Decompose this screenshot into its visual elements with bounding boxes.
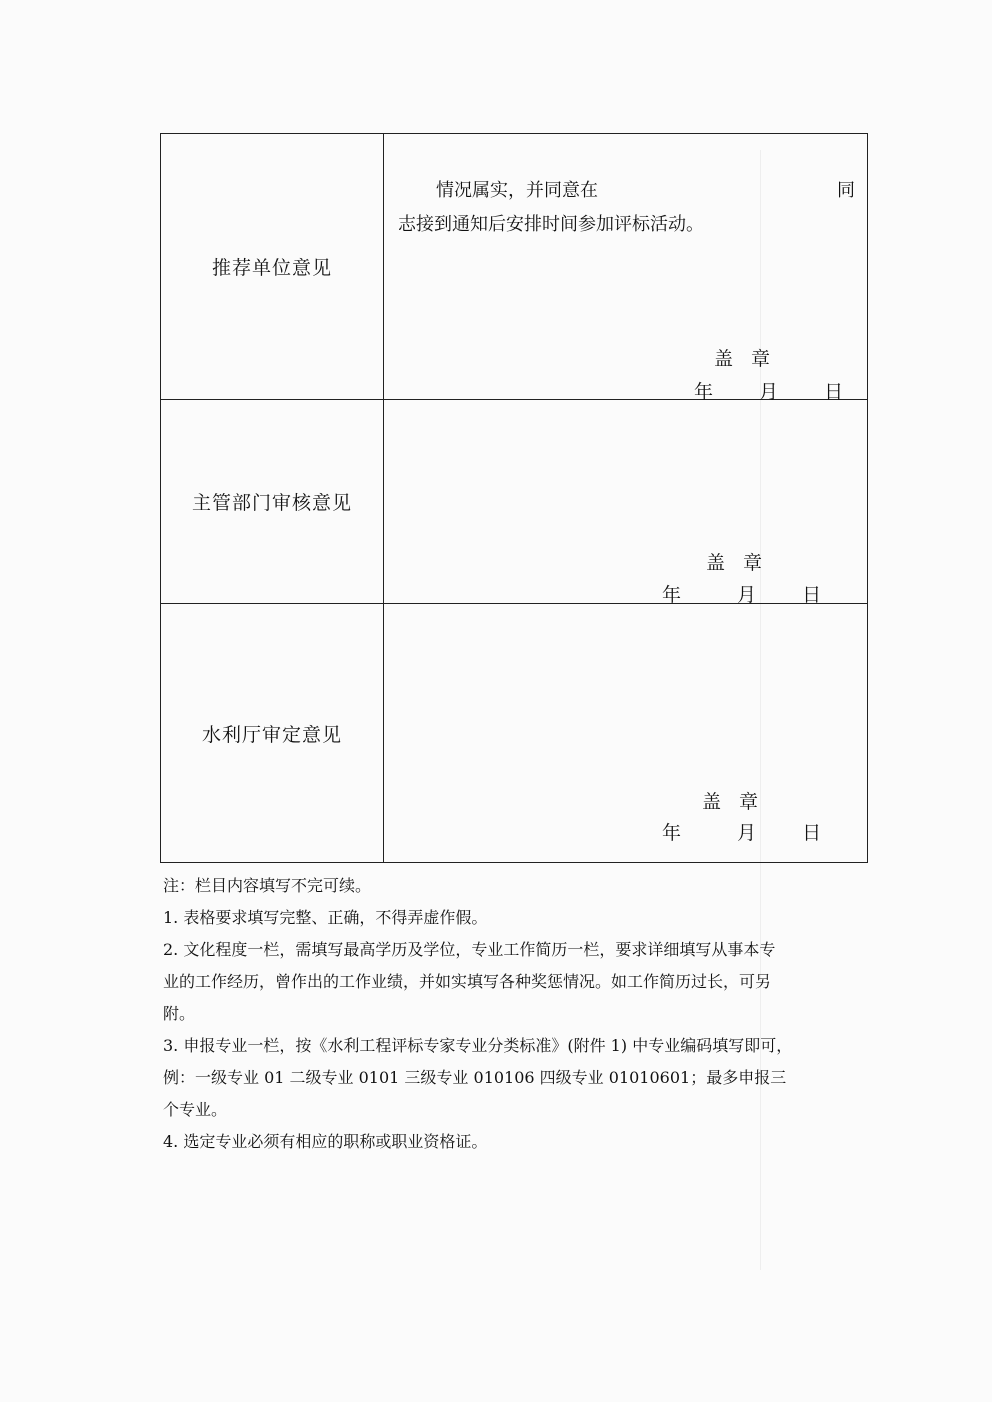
date-month: 月 [759, 381, 779, 403]
note-line: 业的工作经历，曾作出的工作业绩，并如实填写各种奖惩情况。如工作简历过长，可另 [163, 972, 772, 991]
date-day: 日 [824, 381, 844, 403]
recommending-unit-label: 推荐单位意见 [161, 134, 384, 399]
note-line: 个专业。 [163, 1100, 228, 1119]
seal-label: 盖章 [702, 791, 777, 813]
notes-section [163, 870, 863, 1158]
supervising-dept-row [161, 400, 867, 604]
recommending-unit-opinion-cell [384, 134, 867, 403]
note-line: 4. 选定专业必须有相应的职称或职业资格证。 [163, 1132, 488, 1151]
date-month: 月 [737, 822, 757, 844]
seal-label: 盖章 [714, 348, 789, 370]
date-month: 月 [737, 584, 757, 606]
note-line: 1. 表格要求填写完整、正确，不得弄虚作假。 [163, 908, 488, 927]
statement-line-2: 志接到通知后安排时间参加评标活动。 [398, 214, 704, 235]
statement-line-1: 情况属实，并同意在 [436, 180, 598, 201]
note-line: 2. 文化程度一栏，需填写最高学历及学位，专业工作简历一栏，要求详细填写从事本专 [163, 940, 776, 959]
seal-label: 盖章 [706, 552, 781, 574]
statement-line-1-end: 同 [837, 180, 855, 201]
water-resources-dept-row [161, 604, 867, 862]
note-line: 3. 申报专业一栏，按《水利工程评标专家专业分类标准》(附件 1) 中专业编码填写即可， [163, 1036, 793, 1055]
note-line: 例：一级专业 01 二级专业 0101 三级专业 010106 四级专业 01010601；最多申报三 [163, 1068, 787, 1087]
date-year: 年 [662, 822, 682, 844]
notes-header: 注：栏目内容填写不完可续。 [163, 876, 372, 895]
date-day: 日 [802, 822, 822, 844]
water-resources-dept-label: 水利厅审定意见 [161, 604, 384, 862]
date-year: 年 [694, 381, 714, 403]
note-line: 附。 [163, 1004, 196, 1023]
supervising-dept-opinion-cell [384, 400, 867, 606]
date-year: 年 [662, 584, 682, 606]
date-day: 日 [802, 584, 822, 606]
supervising-dept-label: 主管部门审核意见 [161, 400, 384, 603]
water-resources-dept-opinion-cell [384, 604, 867, 862]
date-line [662, 818, 821, 845]
date-line [662, 580, 821, 607]
approval-form-table [160, 133, 868, 863]
recommending-unit-row [161, 134, 867, 403]
